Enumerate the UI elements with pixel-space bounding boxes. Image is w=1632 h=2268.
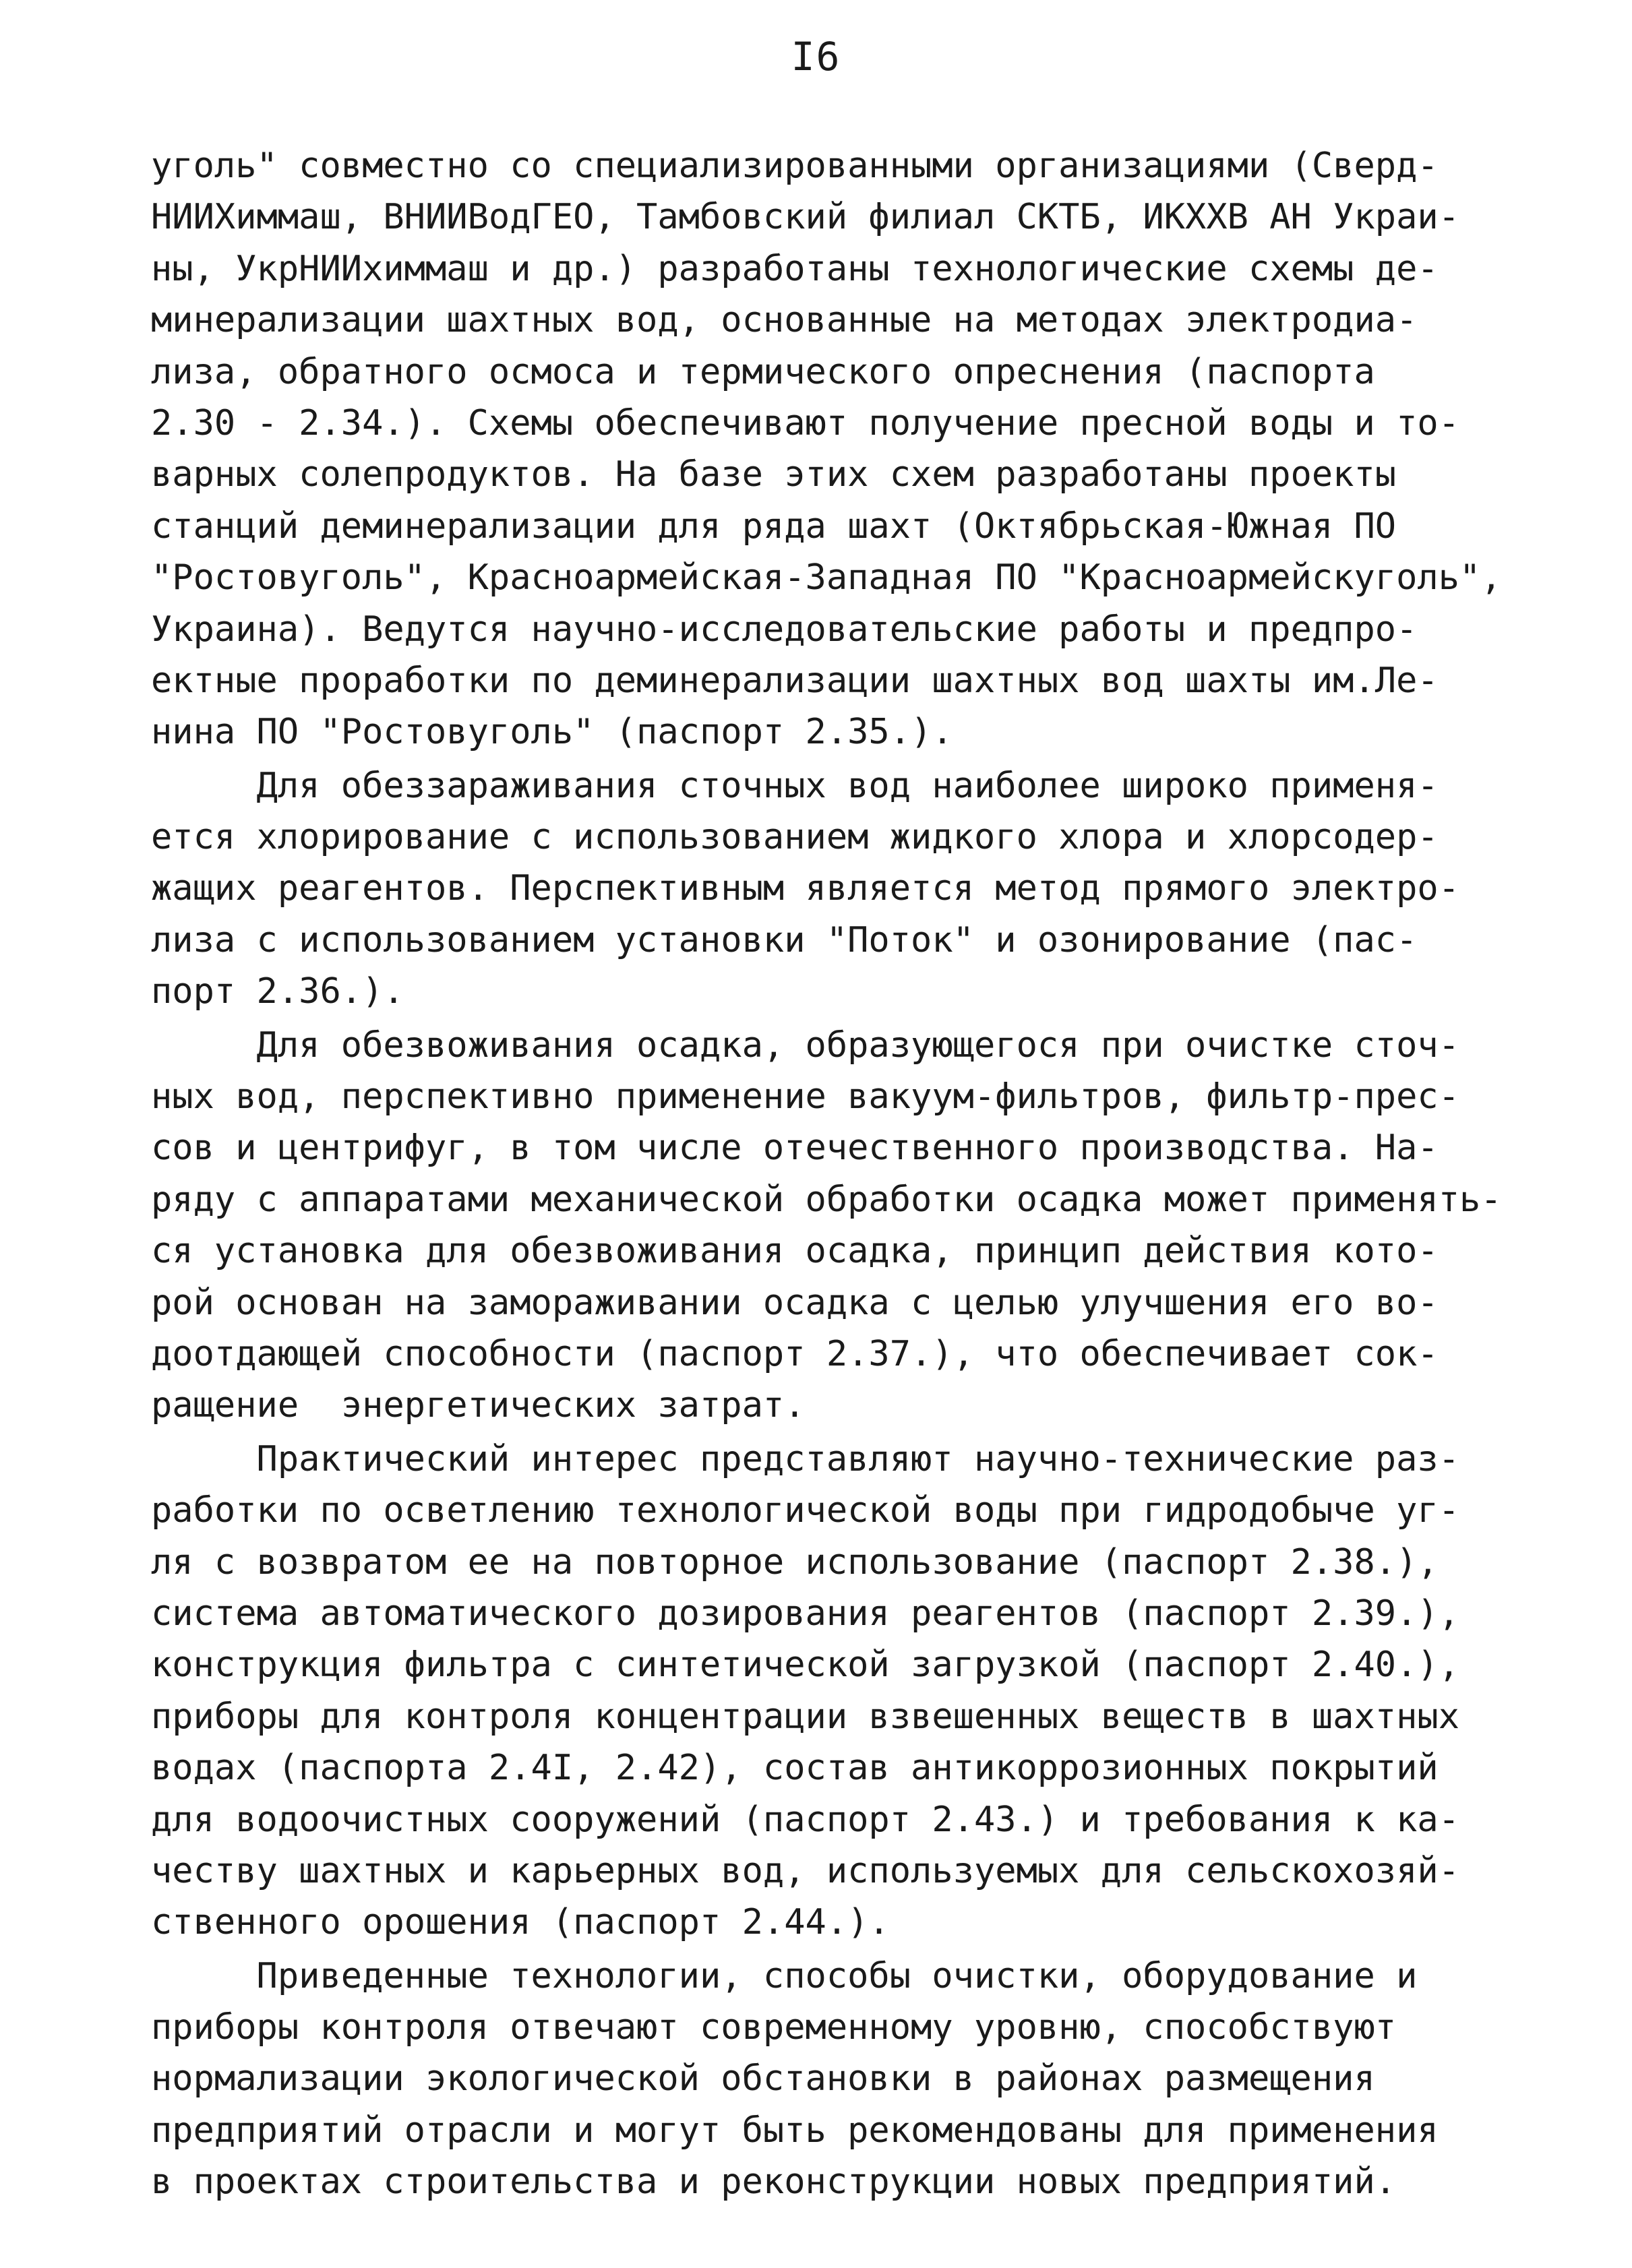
- paragraph: [151, 760, 1472, 1018]
- text-line: варных солепродуктов. На базе этих схем разработаны проекты: [151, 454, 1397, 495]
- text-line: лиза с использованием установки "Поток" и озонирование (пас-: [151, 919, 1418, 960]
- text-line: работки по осветлению технологической воды при гидродобыче уг-: [151, 1490, 1460, 1531]
- text-line: минерализации шахтных вод, основанные на методах электродиа-: [151, 300, 1418, 341]
- paragraph: [151, 1951, 1472, 2208]
- text-line: Приведенные технологии, способы очистки, оборудование и: [151, 1955, 1418, 1996]
- text-line: нормализации экологической обстановки в районах размещения: [151, 2058, 1375, 2100]
- text-line: 2.30 - 2.34.). Схемы обеспечивают получение пресной воды и то-: [151, 402, 1460, 443]
- text-line: сов и центрифуг, в том числе отечественного производства. На-: [151, 1128, 1439, 1169]
- text-line: ращение энергетических затрат.: [151, 1385, 806, 1426]
- text-line: в проектах строительства и реконструкции новых предприятий.: [151, 2162, 1397, 2203]
- text-line: ля с возвратом ее на повторное использование (паспорт 2.38.),: [151, 1541, 1439, 1583]
- text-line: Для обезвоживания осадка, образующегося при очистке сточ-: [151, 1024, 1460, 1066]
- text-line: ных вод, перспективно применение вакуум-фильтров, фильтр-прес-: [151, 1076, 1460, 1117]
- text-line: уголь" совместно со специализированными организациями (Сверд-: [151, 146, 1439, 186]
- text-line: для водоочистных сооружений (паспорт 2.43.) и требования к ка-: [151, 1799, 1460, 1840]
- text-line: приборы для контроля концентрации взвешенных веществ в шахтных: [151, 1696, 1460, 1737]
- text-line: "Ростовуголь", Красноармейская-Западная ПО "Красноармейскуголь",: [151, 557, 1502, 599]
- text-line: ется хлорирование с использованием жидкого хлора и хлорсодер-: [151, 817, 1439, 858]
- paragraph: [151, 1020, 1502, 1432]
- paragraph: [151, 1434, 1472, 1949]
- paragraph: [151, 140, 1502, 758]
- text-line: доотдающей способности (паспорт 2.37.), что обеспечивает сок-: [151, 1333, 1439, 1374]
- text-line: ны, УкрНИИхиммаш и др.) разработаны технологические схемы де-: [151, 248, 1439, 289]
- text-line: ся установка для обезвоживания осадка, принцип действия кото-: [151, 1231, 1439, 1272]
- text-line: водах (паспорта 2.4I, 2.42), состав антикоррозионных покрытий: [151, 1748, 1439, 1789]
- page-number: I6: [791, 34, 841, 80]
- text-line: ектные проработки по деминерализации шахтных вод шахты им.Ле-: [151, 660, 1439, 701]
- text-line: лиза, обратного осмоса и термического опреснения (паспорта: [151, 351, 1375, 392]
- text-line: конструкция фильтра с синтетической загрузкой (паспорт 2.40.),: [151, 1645, 1460, 1686]
- text-line: честву шахтных и карьерных вод, используемых для сельскохозяй-: [151, 1850, 1460, 1891]
- text-line: порт 2.36.).: [151, 971, 404, 1012]
- text-line: Для обеззараживания сточных вод наиболее широко применя-: [151, 765, 1439, 806]
- text-line: НИИХиммаш, ВНИИВодГЕО, Тамбовский филиал СКТБ, ИКХХВ АН Украи-: [151, 197, 1460, 238]
- text-line: нина ПО "Ростовуголь" (паспорт 2.35.).: [151, 712, 953, 753]
- text-line: Украина). Ведутся научно-исследовательские работы и предпро-: [151, 609, 1418, 650]
- text-line: станций деминерализации для ряда шахт (Октябрьская-Южная ПО: [151, 505, 1397, 547]
- body-text: [151, 140, 1502, 2208]
- text-line: жащих реагентов. Перспективным является метод прямого электро-: [151, 868, 1460, 909]
- text-line: система автоматического дозирования реагентов (паспорт 2.39.),: [151, 1593, 1460, 1634]
- text-line: ряду с аппаратами механической обработки осадка может применять-: [151, 1179, 1502, 1220]
- text-line: рой основан на замораживании осадка с целью улучшения его во-: [151, 1282, 1439, 1323]
- text-line: Практический интерес представляют научно-технические раз-: [151, 1438, 1460, 1479]
- text-line: ственного орошения (паспорт 2.44.).: [151, 1902, 890, 1943]
- text-line: приборы контроля отвечают современному уровню, способствуют: [151, 2007, 1397, 2048]
- text-line: предприятий отрасли и могут быть рекомендованы для применения: [151, 2110, 1439, 2151]
